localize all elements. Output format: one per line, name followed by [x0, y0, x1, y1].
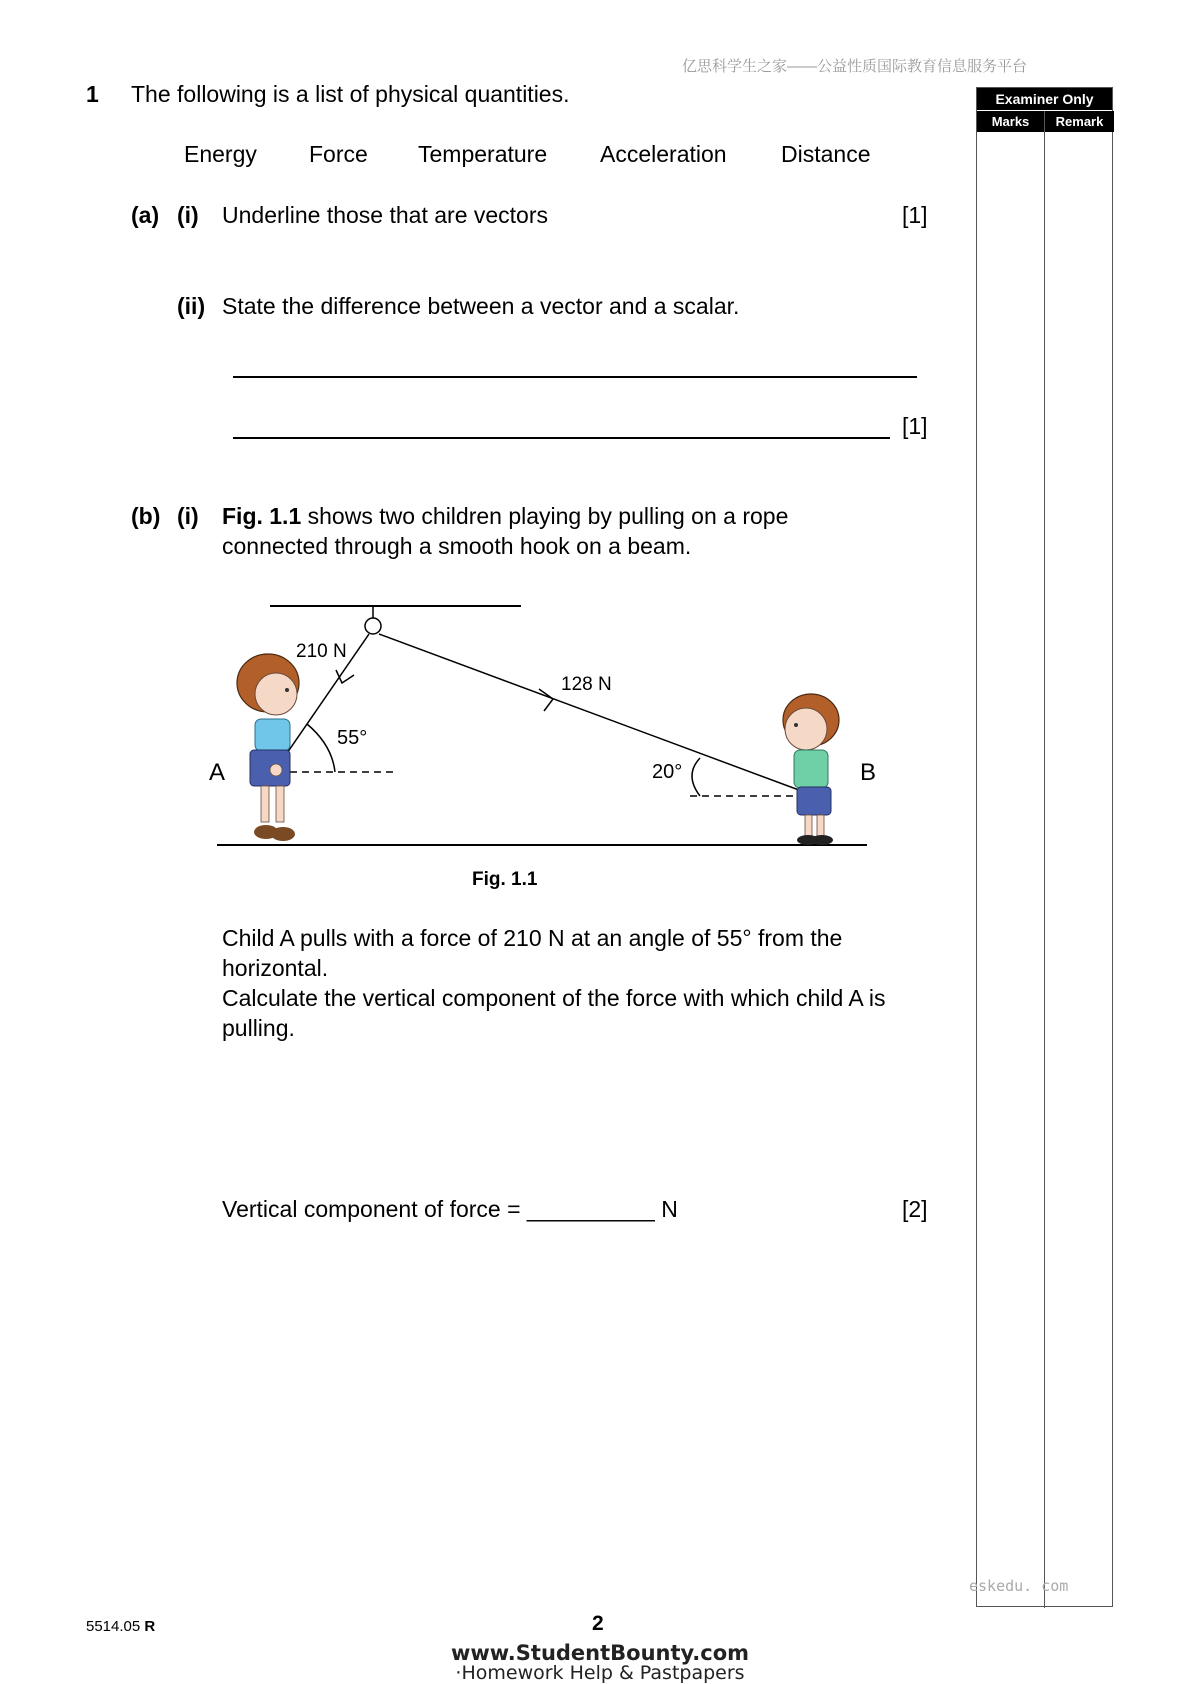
- child-a-label: A: [209, 759, 226, 786]
- part-b-i-marks: [2]: [902, 1196, 928, 1222]
- angle-a-label: 55°: [337, 727, 368, 749]
- remark-header: Remark: [1045, 111, 1114, 132]
- force-a-label: 210 N: [296, 641, 347, 662]
- para2-line1: Calculate the vertical component of the force with which child A is: [222, 985, 886, 1011]
- page-number: 2: [592, 1612, 604, 1635]
- quantity-energy: Energy: [184, 141, 257, 167]
- footer-code-number: 5514.05: [86, 1618, 141, 1635]
- part-b-label: (b): [131, 503, 161, 529]
- header-watermark: 亿思科学生之家——公益性质国际教育信息服务平台: [682, 58, 1028, 75]
- child-a-illustration: [237, 654, 299, 841]
- brand-line-2: ·Homework Help & Pastpapers: [455, 1662, 745, 1684]
- para1-line1: Child A pulls with a force of 210 N at an angle of 55° from the: [222, 925, 843, 951]
- examiner-box: [976, 87, 1113, 1607]
- answer-line-1[interactable]: [233, 376, 917, 378]
- answer-vertical-component[interactable]: Vertical component of force = __________ N: [222, 1196, 678, 1222]
- angle-arc-b: [692, 758, 700, 796]
- question-stem: The following is a list of physical quantities.: [131, 81, 570, 107]
- examiner-column-divider: [1044, 111, 1045, 1608]
- rope-b: [379, 634, 815, 796]
- arrow-a-icon: [336, 670, 354, 683]
- angle-b-label: 20°: [652, 761, 683, 783]
- quantity-force: Force: [309, 141, 368, 167]
- part-a-ii-text: State the difference between a vector and a scalar.: [222, 293, 740, 319]
- child-b-label: B: [860, 759, 877, 786]
- part-a-i-text: Underline those that are vectors: [222, 202, 549, 228]
- figure-1-1: [200, 580, 890, 850]
- brand-line-1: www.StudentBounty.com: [450, 1641, 750, 1665]
- part-a-i-marks: [1]: [902, 202, 928, 228]
- angle-arc-a: [307, 724, 335, 772]
- site-watermark: eskedu. com: [969, 1577, 1069, 1595]
- part-b-i-text: shows two children playing by pulling on a rope: [301, 503, 789, 529]
- hook-icon: [365, 618, 381, 634]
- question-number: 1: [86, 81, 99, 107]
- part-b-i-line2: connected through a smooth hook on a beam.: [222, 533, 692, 559]
- quantity-distance: Distance: [781, 141, 871, 167]
- answer-line-2[interactable]: [233, 437, 890, 439]
- footer-code-suffix: R: [144, 1618, 156, 1635]
- child-b-illustration: [783, 694, 839, 845]
- para1-line2: horizontal.: [222, 955, 329, 981]
- marks-header: Marks: [977, 111, 1044, 132]
- fig-reference: Fig. 1.1: [222, 503, 302, 529]
- para2-line2: pulling.: [222, 1015, 295, 1041]
- footer-code: [86, 1618, 155, 1635]
- part-b-i-line1: [222, 503, 788, 530]
- studentbounty-watermark: [440, 1643, 760, 1683]
- quantity-acceleration: Acceleration: [600, 141, 727, 167]
- part-a-ii-marks: [1]: [902, 413, 928, 439]
- force-b-label: 128 N: [561, 674, 612, 695]
- examiner-title: Examiner Only: [977, 88, 1112, 110]
- figure-caption: Fig. 1.1: [472, 869, 538, 890]
- part-a-ii-label: (ii): [177, 293, 206, 319]
- part-a-i-label: (i): [177, 202, 199, 228]
- part-b-i-label: (i): [177, 503, 199, 529]
- part-a-label: (a): [131, 202, 160, 228]
- arrow-b-icon: [539, 689, 553, 711]
- quantity-temperature: Temperature: [418, 141, 548, 167]
